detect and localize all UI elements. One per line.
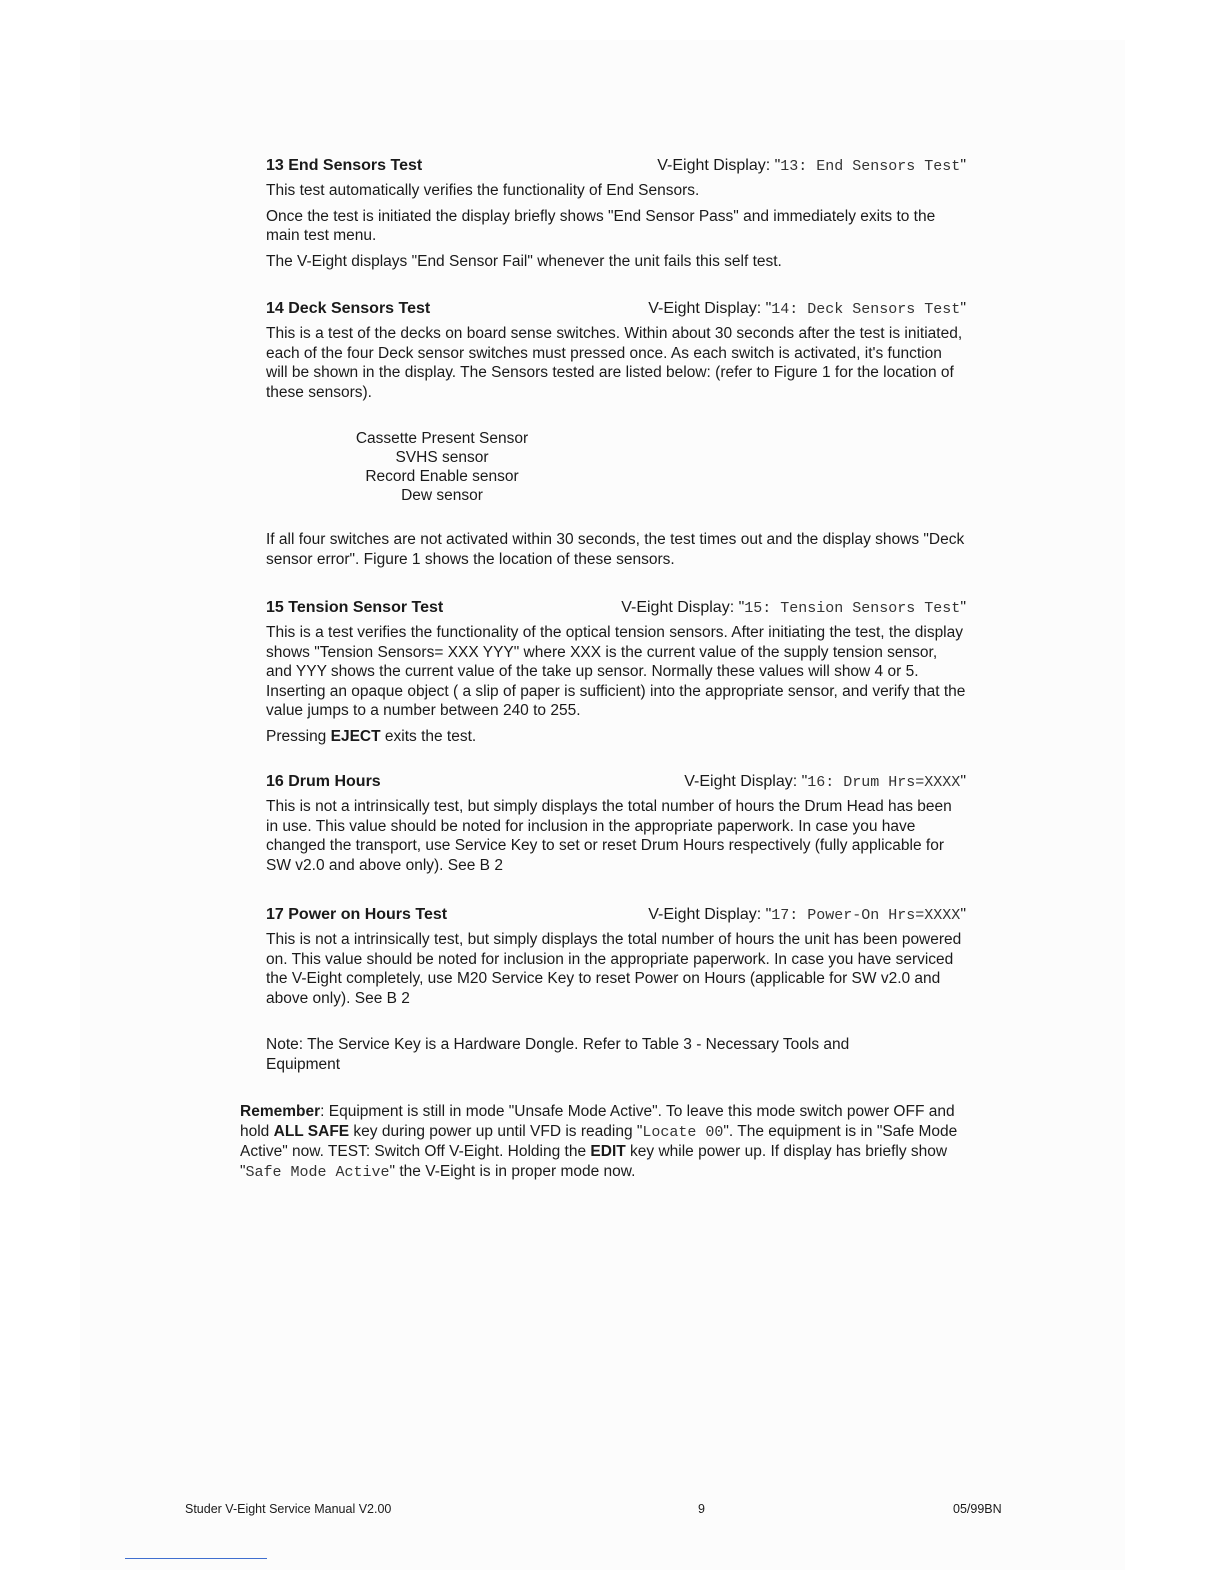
vfd-readout-locate: Locate 00: [642, 1123, 724, 1141]
display-readout: V-Eight Display: "15: Tension Sensors Test": [621, 599, 966, 617]
paragraph: Pressing EJECT exits the test.: [266, 727, 477, 745]
section-header: [266, 773, 966, 795]
section-tension-sensor-test: [266, 599, 966, 752]
footer-code: 05/99BN: [953, 1502, 1002, 1516]
paragraph: This is not a intrinsically test, but simply displays the total number of hours the unit has been powered on. This value should be noted for inclusion in the appropriate paperwork. In case you have serviced the V-Eight completely, use M20 Service Key to reset Power on Hours (applicable for SW v2.0 and above only). See B 2: [266, 931, 962, 1007]
section-heading: 13 End Sensors Test: [266, 157, 423, 174]
vfd-readout-safe-mode: Safe Mode Active: [245, 1163, 390, 1181]
section-heading: 17 Power on Hours Test: [266, 906, 448, 923]
display-readout: V-Eight Display: "14: Deck Sensors Test": [648, 300, 966, 318]
section-header: [266, 300, 966, 322]
section-power-on-hours-test: [266, 906, 966, 1014]
list-item: SVHS sensor: [395, 449, 489, 466]
section-deck-sensors-test: [266, 300, 966, 408]
footer-title: Studer V-Eight Service Manual V2.00: [185, 1502, 392, 1516]
section-end-sensors-test: [266, 157, 966, 277]
section-heading: 15 Tension Sensor Test: [266, 599, 444, 616]
section-header: [266, 157, 966, 179]
remember-paragraph: Remember: Equipment is still in mode "Unsafe Mode Active". To leave this mode switch power OFF and hold ALL SAFE key during power up until VFD is reading "Locate 00". The equipment is in "Safe Mode Active" now. TEST: Switch Off V-Eight. Holding the EDIT key while power up. If display has briefly show "Safe Mode Active" the V-Eight is in proper mode now.: [240, 1103, 958, 1181]
list-item: Cassette Present Sensor: [355, 430, 529, 447]
section-heading: 16 Drum Hours: [266, 773, 381, 790]
section-header: [266, 599, 966, 621]
footer-rule: [125, 1558, 267, 1559]
paragraph: Once the test is initiated the display briefly shows "End Sensor Pass" and immediately exits to the main test menu.: [266, 207, 936, 244]
section-drum-hours: [266, 773, 966, 881]
list-item: Record Enable sensor: [365, 468, 519, 485]
remember-label: Remember: [240, 1103, 321, 1120]
paragraph: This test automatically verifies the functionality of End Sensors.: [266, 182, 700, 199]
paragraph: This is a test verifies the functionality of the optical tension sensors. After initiating the test, the display shows "Tension Sensors= XXX YYY" where XXX is the current value of the supply tension sensor, and YYY shows the current value of the take up sensor. Normally these values will show 4 or 5. Inserting an opaque object ( a slip of paper is sufficient) into the appropriate sensor, and verify that the value jumps to a number between 240 to 255.: [266, 624, 966, 719]
eject-key-label: EJECT: [330, 727, 381, 745]
section-heading: 14 Deck Sensors Test: [266, 300, 431, 317]
section-deck-sensors-after: [266, 530, 966, 575]
sensor-list: [340, 429, 544, 505]
paragraph: This is a test of the decks on board sense switches. Within about 30 seconds after the test is initiated, each of the four Deck sensor switches must pressed once. As each switch is activated, it's function will be shown in the display. The Sensors tested are listed below: (refer to Figure 1 for the location of these sensors).: [266, 325, 963, 401]
list-item: Dew sensor: [401, 487, 483, 504]
paragraph: The V-Eight displays "End Sensor Fail" whenever the unit fails this self test.: [266, 252, 782, 270]
display-readout: V-Eight Display: "17: Power-On Hrs=XXXX": [648, 906, 966, 924]
paragraph: This is not a intrinsically test, but simply displays the total number of hours the Drum Head has been in use. This value should be noted for inclusion in the appropriate paperwork. In case you have changed the transport, use Service Key to set or reset Drum Hours respectively (fully applicable for SW v2.0 and above only). See B 2: [266, 798, 952, 874]
paragraph: If all four switches are not activated within 30 seconds, the test times out and the display shows "Deck sensor error". Figure 1 shows the location of these sensors.: [266, 531, 965, 568]
service-key-note: Note: The Service Key is a Hardware Dongle. Refer to Table 3 - Necessary Tools and Equipment: [266, 1036, 850, 1073]
display-readout: V-Eight Display: "16: Drum Hrs=XXXX": [684, 773, 966, 791]
footer-page-number: 9: [698, 1502, 705, 1516]
display-readout: V-Eight Display: "13: End Sensors Test": [657, 157, 966, 175]
section-header: [266, 906, 966, 928]
